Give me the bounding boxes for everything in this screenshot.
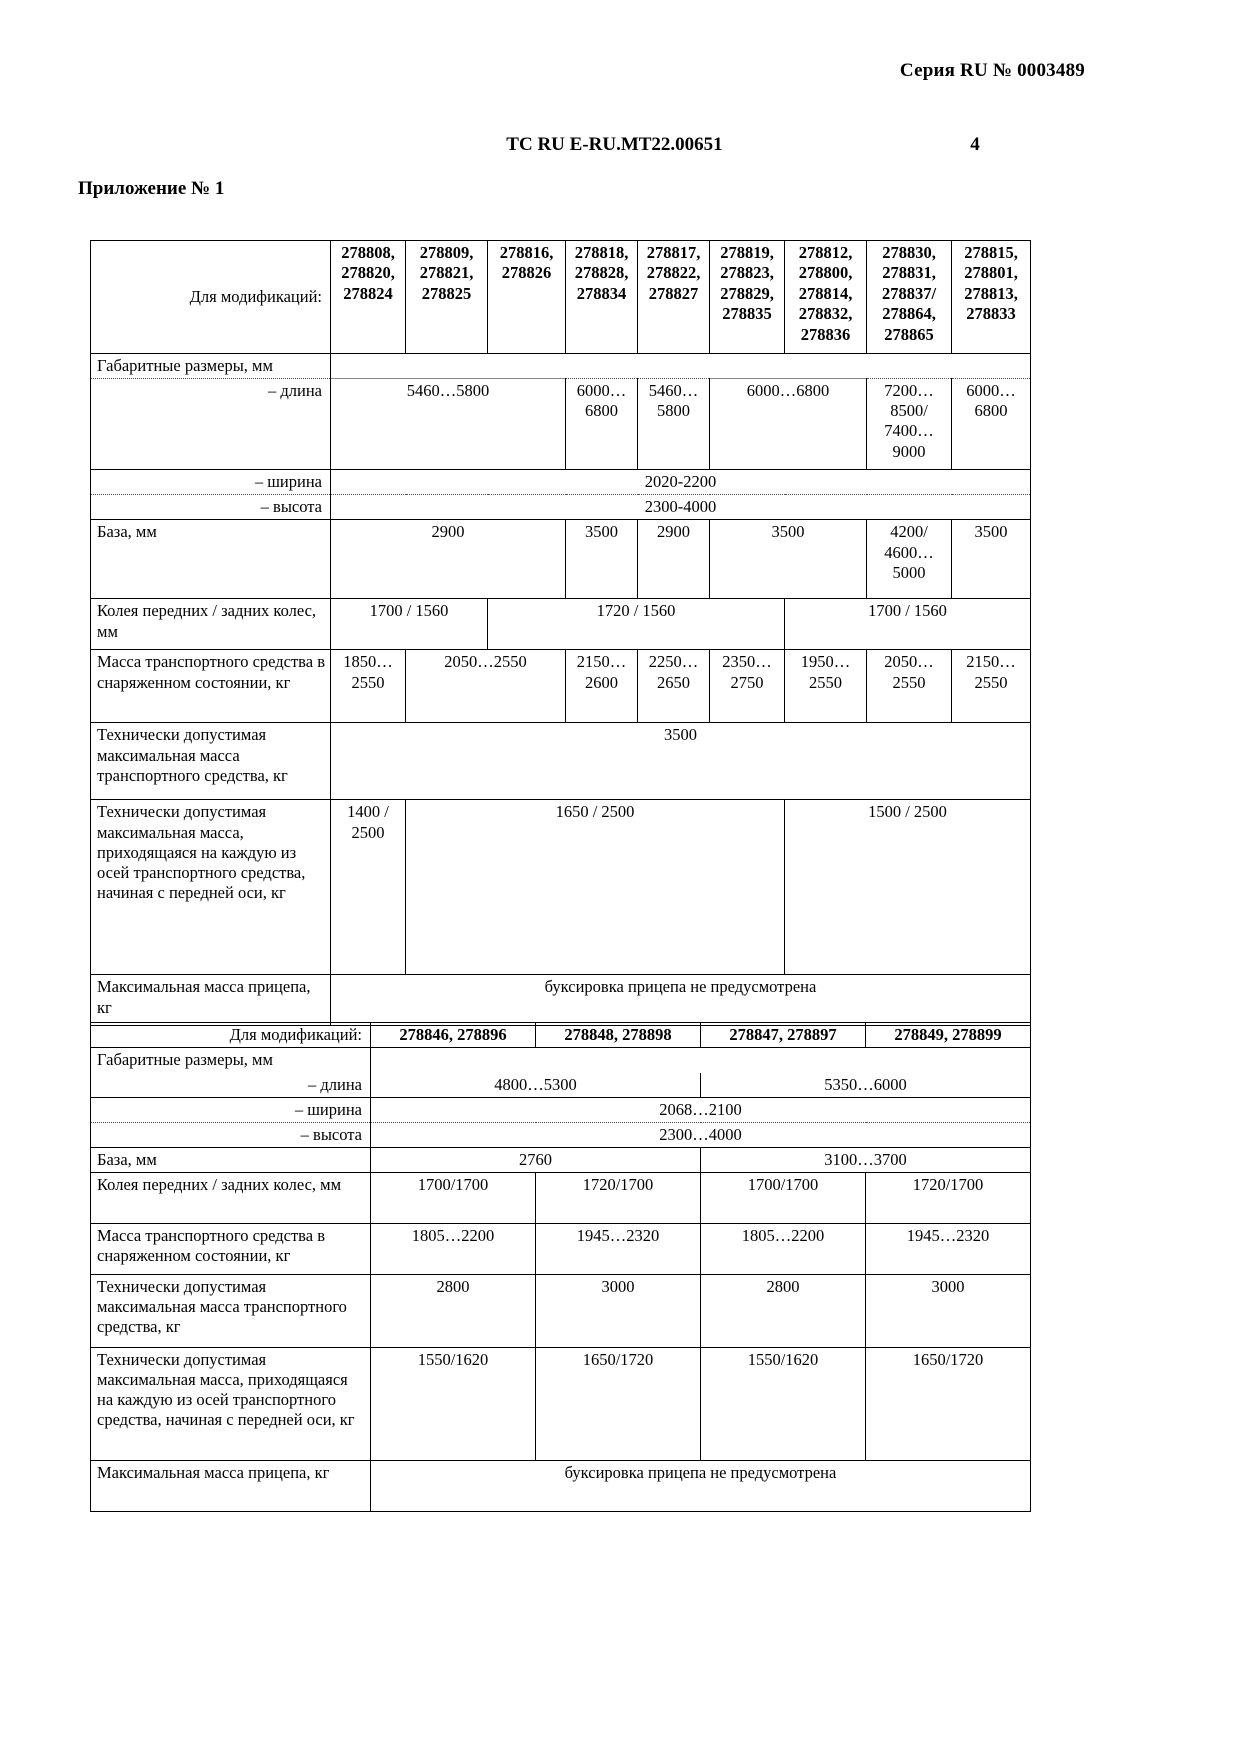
overall-dimensions-label: Габаритные размеры, мм (91, 354, 331, 379)
length-value-5: 7200…8500/ 7400…9000 (867, 379, 952, 470)
table-row-height (91, 495, 1031, 520)
table2-kerb-mass-value-1: 1805…2200 (371, 1224, 536, 1275)
table2-kerb-mass-label: Масса транспортного средства в снаряженном состоянии, кг (91, 1224, 371, 1275)
table2-modification-column-2: 278848, 278898 (536, 1023, 701, 1048)
table2-wheelbase-value-1: 2760 (371, 1147, 701, 1172)
wheelbase-label: База, мм (91, 520, 331, 599)
kerb-mass-value-4: 2250…2650 (638, 650, 710, 723)
table2-row-trailer-mass (91, 1461, 1031, 1512)
modification-column-7: 278812, 278800, 278814, 278832, 278836 (785, 241, 867, 354)
kerb-mass-value-3: 2150…2600 (566, 650, 638, 723)
axle-load-value-1: 1400 / 2500 (331, 800, 406, 975)
kerb-mass-value-2: 2050…2550 (406, 650, 566, 723)
table-row-gvw (91, 723, 1031, 800)
modification-column-1: 278808, 278820, 278824 (331, 241, 406, 354)
wheelbase-value-3: 2900 (638, 520, 710, 599)
table2-row-track (91, 1173, 1031, 1224)
table2-row-axle-loads (91, 1348, 1031, 1461)
table2-row-height (91, 1122, 1031, 1147)
table-row-trailer-mass (91, 975, 1031, 1026)
table-row-width (91, 470, 1031, 495)
gvw-label: Технически допустимая максимальная масса транспортного средства, кг (91, 723, 331, 800)
wheelbase-value-1: 2900 (331, 520, 566, 599)
table2-trailer-mass-label: Максимальная масса прицепа, кг (91, 1461, 371, 1512)
length-value-3: 5460…5800 (638, 379, 710, 470)
table2-gvw-value-3: 2800 (701, 1275, 866, 1348)
modification-column-8: 278830, 278831, 278837/ 278864, 278865 (867, 241, 952, 354)
table2-modifications-label: Для модификаций: (91, 1023, 371, 1048)
series-number: Серия RU № 0003489 (899, 60, 1085, 81)
table2-length-value-2: 5350…6000 (701, 1073, 1031, 1098)
table2-kerb-mass-value-2: 1945…2320 (536, 1224, 701, 1275)
table2-track-value-4: 1720/1700 (866, 1173, 1031, 1224)
wheelbase-value-5: 4200/ 4600…5000 (867, 520, 952, 599)
table2-row-width (91, 1097, 1031, 1122)
table-row-axle-loads (91, 800, 1031, 975)
table-row-kerb-mass (91, 650, 1031, 723)
table-row-overall-dimensions (91, 354, 1031, 379)
table2-trailer-mass-value: буксировка прицепа не предусмотрена (371, 1461, 1031, 1512)
length-value-1: 5460…5800 (331, 379, 566, 470)
kerb-mass-value-5: 2350…2750 (710, 650, 785, 723)
table2-width-label: – ширина (91, 1097, 371, 1122)
modification-column-2: 278809, 278821, 278825 (406, 241, 488, 354)
trailer-mass-value: буксировка прицепа не предусмотрена (331, 975, 1031, 1026)
table2-length-label: – длина (91, 1073, 371, 1098)
axle-load-value-2: 1650 / 2500 (406, 800, 785, 975)
table2-axle-load-value-2: 1650/1720 (536, 1348, 701, 1461)
table2-height-value: 2300…4000 (371, 1122, 1031, 1147)
table2-track-value-1: 1700/1700 (371, 1173, 536, 1224)
length-value-2: 6000…6800 (566, 379, 638, 470)
table2-gvw-value-2: 3000 (536, 1275, 701, 1348)
table2-wheelbase-value-2: 3100…3700 (701, 1147, 1031, 1172)
length-label: – длина (91, 379, 331, 470)
table2-track-value-3: 1700/1700 (701, 1173, 866, 1224)
table-row-modifications (91, 241, 1031, 354)
kerb-mass-value-1: 1850…2550 (331, 650, 406, 723)
wheelbase-value-2: 3500 (566, 520, 638, 599)
table-row-track (91, 599, 1031, 650)
table2-axle-load-value-3: 1550/1620 (701, 1348, 866, 1461)
track-value-2: 1720 / 1560 (488, 599, 785, 650)
table2-width-value: 2068…2100 (371, 1097, 1031, 1122)
kerb-mass-value-7: 2050…2550 (867, 650, 952, 723)
table2-modification-column-1: 278846, 278896 (371, 1023, 536, 1048)
table2-wheelbase-label: База, мм (91, 1147, 371, 1172)
track-value-1: 1700 / 1560 (331, 599, 488, 650)
height-value: 2300-4000 (331, 495, 1031, 520)
table2-modification-column-3: 278847, 278897 (701, 1023, 866, 1048)
table2-axle-load-value-4: 1650/1720 (866, 1348, 1031, 1461)
height-label: – высота (91, 495, 331, 520)
kerb-mass-label: Масса транспортного средства в снаряженном состоянии, кг (91, 650, 331, 723)
modification-column-4: 278818, 278828, 278834 (566, 241, 638, 354)
modification-column-6: 278819, 278823, 278829, 278835 (710, 241, 785, 354)
kerb-mass-value-8: 2150…2550 (952, 650, 1031, 723)
table2-track-value-2: 1720/1700 (536, 1173, 701, 1224)
trailer-mass-label: Максимальная масса прицепа, кг (91, 975, 331, 1026)
track-label: Колея передних / задних колес, мм (91, 599, 331, 650)
table2-modification-column-4: 278849, 278899 (866, 1023, 1031, 1048)
table2-gvw-value-4: 3000 (866, 1275, 1031, 1348)
width-value: 2020-2200 (331, 470, 1031, 495)
table2-row-overall-dimensions (91, 1048, 1031, 1073)
table2-overall-dimensions-value (371, 1048, 1031, 1073)
table2-row-gvw (91, 1275, 1031, 1348)
table2-row-wheelbase (91, 1147, 1031, 1172)
kerb-mass-value-6: 1950…2550 (785, 650, 867, 723)
table2-row-modifications (91, 1023, 1031, 1048)
track-value-3: 1700 / 1560 (785, 599, 1031, 650)
table2-gvw-value-1: 2800 (371, 1275, 536, 1348)
modification-column-3: 278816, 278826 (488, 241, 566, 354)
table2-axle-loads-label: Технически допустимая максимальная масса, приходящаяся на каждую из осей транспортного средства, начиная с передней оси, кг (91, 1348, 371, 1461)
table2-kerb-mass-value-4: 1945…2320 (866, 1224, 1031, 1275)
table2-axle-load-value-1: 1550/1620 (371, 1348, 536, 1461)
axle-loads-label: Технически допустимая максимальная масса, приходящаяся на каждую из осей транспортного средства, начиная с передней оси, кг (91, 800, 331, 975)
table2-gvw-label: Технически допустимая максимальная масса транспортного средства, кг (91, 1275, 371, 1348)
modification-column-5: 278817, 278822, 278827 (638, 241, 710, 354)
width-label: – ширина (91, 470, 331, 495)
table-row-wheelbase (91, 520, 1031, 599)
page-number: 4 (970, 134, 980, 155)
table2-kerb-mass-value-3: 1805…2200 (701, 1224, 866, 1275)
gvw-value: 3500 (331, 723, 1031, 800)
axle-load-value-3: 1500 / 2500 (785, 800, 1031, 975)
certificate-number: ТС RU E-RU.MT22.00651 (506, 134, 723, 155)
modification-column-9: 278815, 278801, 278813, 278833 (952, 241, 1031, 354)
table2-row-kerb-mass (91, 1224, 1031, 1275)
table2-length-value-1: 4800…5300 (371, 1073, 701, 1098)
specifications-table-2 (90, 1022, 1031, 1512)
table2-overall-dimensions-label: Габаритные размеры, мм (91, 1048, 371, 1073)
specifications-table-1 (90, 240, 1031, 1026)
wheelbase-value-6: 3500 (952, 520, 1031, 599)
appendix-title: Приложение № 1 (78, 178, 225, 199)
length-value-4: 6000…6800 (710, 379, 867, 470)
table2-row-length (91, 1073, 1031, 1098)
wheelbase-value-4: 3500 (710, 520, 867, 599)
length-value-6: 6000…6800 (952, 379, 1031, 470)
table2-height-label: – высота (91, 1122, 371, 1147)
overall-dimensions-value (331, 354, 1031, 379)
table2-track-label: Колея передних / задних колес, мм (91, 1173, 371, 1224)
table-row-length (91, 379, 1031, 470)
modifications-label: Для модификаций: (91, 241, 331, 354)
